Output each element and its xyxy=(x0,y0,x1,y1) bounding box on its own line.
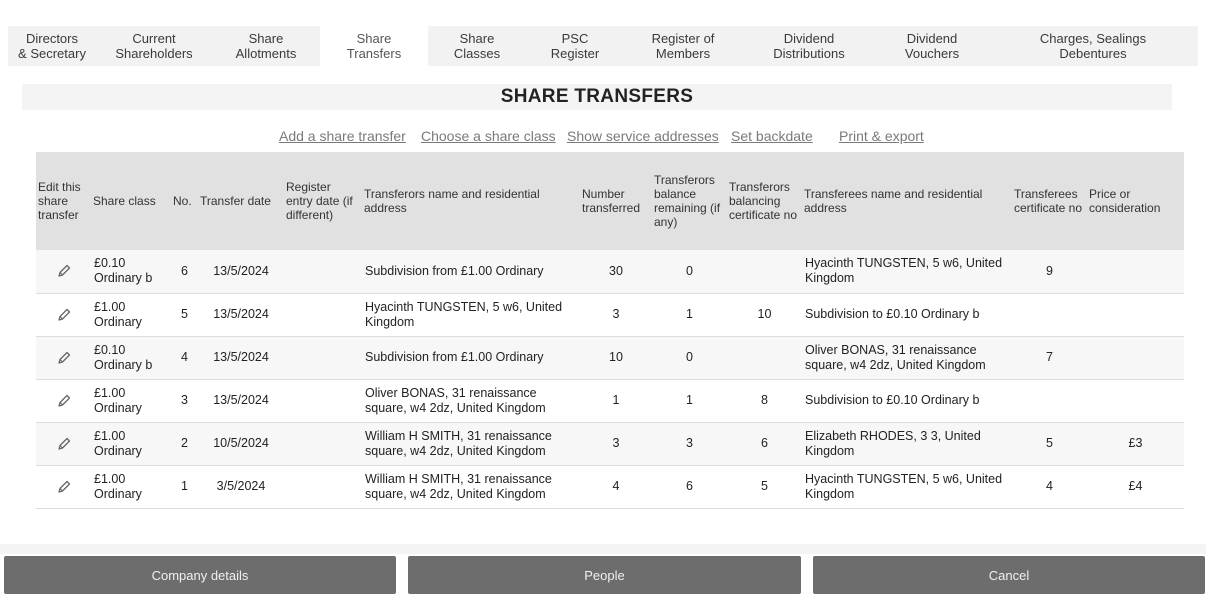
transferor-cell: Subdivision from £1.00 Ordinary xyxy=(362,250,580,293)
transferor-cell: Oliver BONAS, 31 renaissance square, w4 2dz, United Kingdom xyxy=(362,379,580,422)
transferee-cert-cell xyxy=(1012,379,1087,422)
share-class-value: £1.00 xyxy=(94,471,126,486)
edit-cell[interactable] xyxy=(36,250,91,293)
action-links xyxy=(0,128,1206,148)
transfer-date-cell: 13/5/2024 xyxy=(198,336,284,379)
number-cell: 30 xyxy=(580,250,652,293)
tab-label: Charges, Sealings xyxy=(1039,31,1147,46)
transfer-date-cell: 13/5/2024 xyxy=(198,250,284,293)
transfer-date-cell: 13/5/2024 xyxy=(198,379,284,422)
tab-dividend-distributions[interactable] xyxy=(742,26,876,66)
col-header-transfer-date: Transfer date xyxy=(198,152,284,250)
pencil-icon xyxy=(57,480,71,494)
no-cell: 5 xyxy=(171,293,198,336)
price-cell xyxy=(1087,293,1184,336)
balancing-cert-cell xyxy=(727,336,802,379)
tab-label: Share xyxy=(356,31,392,46)
col-header-no: No. xyxy=(171,152,198,250)
register-date-cell xyxy=(284,465,362,508)
number-cell: 4 xyxy=(580,465,652,508)
transferee-cell: Hyacinth TUNGSTEN, 5 w6, United Kingdom xyxy=(802,250,1012,293)
share-class-name: Ordinary xyxy=(94,314,142,329)
transferor-cell: Subdivision from £1.00 Ordinary xyxy=(362,336,580,379)
share-class-cell xyxy=(91,250,171,293)
price-cell: £3 xyxy=(1087,422,1184,465)
tab-share-transfers[interactable] xyxy=(320,26,428,66)
no-cell: 2 xyxy=(171,422,198,465)
register-date-cell xyxy=(284,379,362,422)
tab-label: Distributions xyxy=(773,46,845,61)
tab-label: PSC xyxy=(561,31,589,46)
footer-divider xyxy=(0,544,1206,554)
edit-cell[interactable] xyxy=(36,465,91,508)
transferee-cell: Oliver BONAS, 31 renaissance square, w4 2dz, United Kingdom xyxy=(802,336,1012,379)
col-header-balancing-cert: Transferors balancing certificate no xyxy=(727,152,802,250)
transferee-cert-cell: 7 xyxy=(1012,336,1087,379)
share-class-value: £0.10 xyxy=(94,342,126,357)
tab-label: Allotments xyxy=(235,46,297,61)
transferee-cert-cell: 5 xyxy=(1012,422,1087,465)
register-date-cell xyxy=(284,293,362,336)
table-row xyxy=(36,465,1184,508)
add-share-transfer-link[interactable]: Add a share transfer xyxy=(279,128,406,144)
tab-label: Classes xyxy=(453,46,501,61)
share-class-cell xyxy=(91,465,171,508)
tab-label: Members xyxy=(655,46,711,61)
edit-cell[interactable] xyxy=(36,422,91,465)
cancel-button[interactable]: Cancel xyxy=(813,556,1205,594)
tab-current-shareholders[interactable] xyxy=(96,26,212,66)
table-row xyxy=(36,250,1184,293)
tab-share-allotments[interactable] xyxy=(212,26,320,66)
tab-label: Debentures xyxy=(1059,46,1127,61)
col-header-number: Number transferred xyxy=(580,152,652,250)
price-cell xyxy=(1087,250,1184,293)
share-class-value: £0.10 xyxy=(94,256,126,271)
transferee-cell: Subdivision to £0.10 Ordinary b xyxy=(802,379,1012,422)
transfer-date-cell: 10/5/2024 xyxy=(198,422,284,465)
balancing-cert-cell: 8 xyxy=(727,379,802,422)
edit-cell[interactable] xyxy=(36,336,91,379)
no-cell: 4 xyxy=(171,336,198,379)
register-date-cell xyxy=(284,250,362,293)
transferor-cell: Hyacinth TUNGSTEN, 5 w6, United Kingdom xyxy=(362,293,580,336)
balance-cell: 6 xyxy=(652,465,727,508)
tab-label: Register of xyxy=(651,31,715,46)
section-tabs xyxy=(8,26,1198,66)
transferee-cell: Elizabeth RHODES, 3 3, United Kingdom xyxy=(802,422,1012,465)
share-class-value: £1.00 xyxy=(94,299,126,314)
share-class-name: Ordinary xyxy=(94,443,142,458)
pencil-icon xyxy=(57,351,71,365)
balance-cell: 1 xyxy=(652,293,727,336)
tab-label: Current xyxy=(132,31,176,46)
balancing-cert-cell xyxy=(727,250,802,293)
tab-label: Directors xyxy=(25,31,78,46)
pencil-icon xyxy=(57,394,71,408)
balance-cell: 0 xyxy=(652,336,727,379)
transferee-cert-cell: 4 xyxy=(1012,465,1087,508)
table-row xyxy=(36,422,1184,465)
print-export-link[interactable]: Print & export xyxy=(839,128,924,144)
balancing-cert-cell: 5 xyxy=(727,465,802,508)
share-class-name: Ordinary xyxy=(94,400,142,415)
show-service-addresses-link[interactable]: Show service addresses xyxy=(567,128,719,144)
col-header-balance: Transferors balance remaining (if any) xyxy=(652,152,727,250)
transfer-date-cell: 3/5/2024 xyxy=(198,465,284,508)
no-cell: 1 xyxy=(171,465,198,508)
tab-label: Register xyxy=(550,46,600,61)
tab-label: & Secretary xyxy=(18,46,86,61)
tab-label: Vouchers xyxy=(904,46,960,61)
balance-cell: 3 xyxy=(652,422,727,465)
tab-directors-secretary[interactable] xyxy=(8,26,96,66)
table-row xyxy=(36,336,1184,379)
set-backdate-link[interactable]: Set backdate xyxy=(731,128,813,144)
table-row xyxy=(36,379,1184,422)
register-date-cell xyxy=(284,422,362,465)
transferee-cell: Subdivision to £0.10 Ordinary b xyxy=(802,293,1012,336)
transfer-date-cell: 13/5/2024 xyxy=(198,293,284,336)
col-header-transferee: Transferees name and residential address xyxy=(802,152,1012,250)
tab-label: Dividend xyxy=(906,31,958,46)
tab-label: Share xyxy=(459,31,495,46)
tab-psc-register[interactable] xyxy=(526,26,624,66)
share-class-cell xyxy=(91,293,171,336)
no-cell: 6 xyxy=(171,250,198,293)
pencil-icon xyxy=(57,437,71,451)
share-class-name: Ordinary xyxy=(94,486,142,501)
pencil-icon xyxy=(57,264,71,278)
col-header-price: Price or consideration xyxy=(1087,152,1184,250)
tab-label: Share xyxy=(248,31,284,46)
col-header-transferor: Transferors name and residential address xyxy=(362,152,580,250)
pencil-icon xyxy=(57,308,71,322)
company-details-button[interactable]: Company details xyxy=(4,556,396,594)
balancing-cert-cell: 10 xyxy=(727,293,802,336)
edit-cell[interactable] xyxy=(36,293,91,336)
people-button[interactable]: People xyxy=(408,556,801,594)
share-class-value: £1.00 xyxy=(94,385,126,400)
share-class-cell xyxy=(91,379,171,422)
number-cell: 3 xyxy=(580,422,652,465)
choose-share-class-link[interactable]: Choose a share class xyxy=(421,128,556,144)
table-row xyxy=(36,293,1184,336)
register-date-cell xyxy=(284,336,362,379)
balance-cell: 1 xyxy=(652,379,727,422)
page-title: SHARE TRANSFERS xyxy=(22,84,1172,110)
share-class-name: Ordinary b xyxy=(94,271,153,286)
table-header-row xyxy=(36,152,1184,250)
share-class-cell xyxy=(91,422,171,465)
share-class-cell xyxy=(91,336,171,379)
tab-share-classes[interactable] xyxy=(428,26,526,66)
transferee-cert-cell: 9 xyxy=(1012,250,1087,293)
edit-cell[interactable] xyxy=(36,379,91,422)
price-cell xyxy=(1087,379,1184,422)
transferor-cell: William H SMITH, 31 renaissance square, w4 2dz, United Kingdom xyxy=(362,422,580,465)
number-cell: 3 xyxy=(580,293,652,336)
tab-label: Shareholders xyxy=(115,46,193,61)
tab-dividend-vouchers[interactable] xyxy=(876,26,988,66)
transferor-cell: William H SMITH, 31 renaissance square, w4 2dz, United Kingdom xyxy=(362,465,580,508)
tab-label: Dividend xyxy=(783,31,835,46)
transferee-cell: Hyacinth TUNGSTEN, 5 w6, United Kingdom xyxy=(802,465,1012,508)
price-cell: £4 xyxy=(1087,465,1184,508)
balance-cell: 0 xyxy=(652,250,727,293)
transferee-cert-cell xyxy=(1012,293,1087,336)
number-cell: 10 xyxy=(580,336,652,379)
col-header-share-class: Share class xyxy=(91,152,171,250)
price-cell xyxy=(1087,336,1184,379)
tab-label: Transfers xyxy=(346,46,402,61)
col-header-register-date: Register entry date (if different) xyxy=(284,152,362,250)
tab-register-of-members[interactable] xyxy=(624,26,742,66)
share-transfers-table xyxy=(36,152,1184,509)
col-header-edit: Edit this share transfer xyxy=(36,152,91,250)
share-class-name: Ordinary b xyxy=(94,357,153,372)
balancing-cert-cell: 6 xyxy=(727,422,802,465)
tab-charges-sealings-debentures[interactable] xyxy=(988,26,1198,66)
share-class-value: £1.00 xyxy=(94,428,126,443)
number-cell: 1 xyxy=(580,379,652,422)
no-cell: 3 xyxy=(171,379,198,422)
col-header-transferee-cert: Transferees certificate no xyxy=(1012,152,1087,250)
